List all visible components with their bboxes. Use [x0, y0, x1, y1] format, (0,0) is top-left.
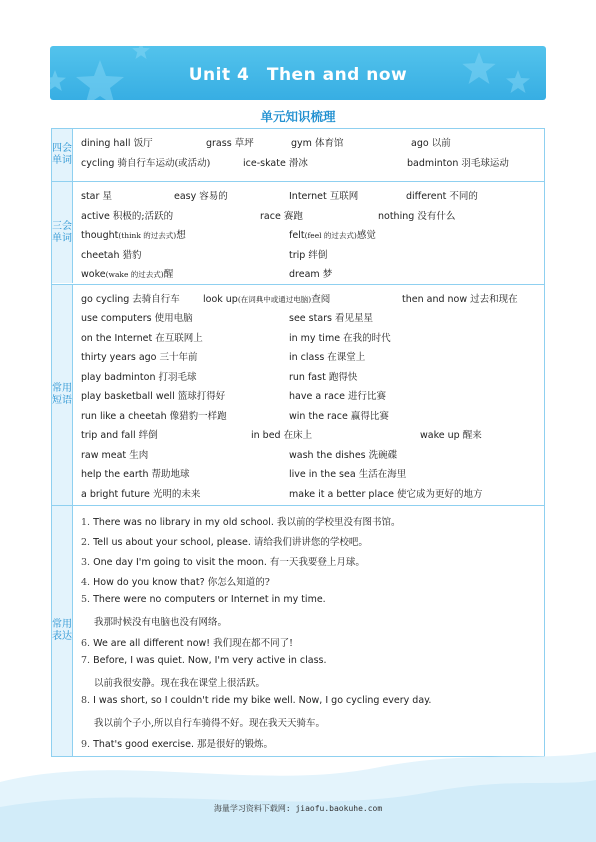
list-item: on the Internet 在互联网上 in my time 在我的时代 — [81, 332, 391, 344]
unit-title: Unit 4 Then and now — [188, 65, 408, 85]
list-item: 5. There were no computers or Internet in my time. — [81, 594, 326, 606]
section-four-skill-words — [52, 129, 544, 182]
list-item: trip and fall 绊倒 in bed 在床上 wake up 醒来 — [81, 430, 482, 441]
list-item: help the earth 帮助地球 live in the sea 生活在海里 — [81, 469, 407, 480]
list-item: dining hall 饭厅 grass 草坪 gym 体育馆 ago 以前 — [81, 138, 451, 149]
footer-source: 海量学习资料下载网: jiaofu.baokuhe.com — [213, 804, 383, 813]
unit-banner — [50, 46, 546, 100]
list-item: woke(wake 的过去式)醒 dream 梦 — [81, 269, 333, 280]
section-title: 单元知识梳理 — [260, 109, 336, 124]
list-item: cheetah 猎豹 trip 绊倒 — [81, 249, 328, 261]
star-decoration-icon — [132, 46, 150, 59]
list-item: go cycling 去骑自行车 look up(在词典中或通过电脑)查阅 then and now 过去和现在 — [81, 293, 518, 305]
list-item: raw meat 生肉 wash the dishes 洗碗碟 — [81, 449, 398, 461]
list-item: thirty years ago 三十年前 in class 在课堂上 — [81, 352, 366, 363]
section-three-skill-words — [52, 182, 544, 285]
list-item: 2. Tell us about your school, please. 请给我们讲讲您的学校吧。 — [81, 536, 368, 548]
list-item: use computers 使用电脑 see stars 看见星星 — [81, 313, 374, 324]
list-item: 4. How do you know that? 你怎么知道的? — [81, 577, 270, 589]
section-label: 四会单词 — [52, 129, 73, 181]
section-label: 常用表达 — [52, 506, 73, 756]
section-common-expressions — [52, 506, 544, 756]
section-label: 三会单词 — [52, 182, 73, 283]
list-item: cycling 骑自行车运动(或活动) ice-skate 滑冰 badminton 羽毛球运动 — [81, 157, 509, 169]
list-item: run like a cheetah 像猎豹一样跑 win the race 赢得比赛 — [81, 410, 389, 422]
list-item: 9. That's good exercise. 那是很好的锻炼。 — [81, 738, 274, 750]
list-item: 8. I was short, so I couldn't ride my bike well. Now, I go cycling every day. — [81, 695, 432, 707]
list-item: 1. There was no library in my old school. 我以前的学校里没有图书馆。 — [81, 516, 401, 528]
wave-decoration — [0, 722, 596, 842]
knowledge-table — [51, 128, 545, 757]
list-item: play badminton 打羽毛球 run fast 跑得快 — [81, 371, 358, 383]
list-item: play basketball well 篮球打得好 have a race 进行比赛 — [81, 391, 387, 402]
list-item: a bright future 光明的未来 make it a better place 使它成为更好的地方 — [81, 488, 483, 500]
list-item-translation: 以前我很安静。现在我在课堂上很活跃。 — [94, 678, 266, 689]
list-item: 7. Before, I was quiet. Now, I'm very active in class. — [81, 654, 327, 666]
list-item: 3. One day I'm going to visit the moon. 有一天我要登上月球。 — [81, 556, 365, 568]
list-item-translation: 我以前个子小,所以自行车骑得不好。现在我天天骑车。 — [94, 718, 326, 730]
list-item: thought(think 的过去式)想 felt(feel 的过去式)感觉 — [81, 230, 376, 241]
section-common-phrases — [52, 285, 544, 506]
list-item: 6. We are all different now! 我们现在都不同了! — [81, 637, 293, 649]
list-item: star 星 easy 容易的 Internet 互联网 different 不同的 — [81, 191, 478, 202]
list-item: active 积极的;活跃的 race 赛跑 nothing 没有什么 — [81, 210, 456, 222]
section-label: 常用短语 — [52, 285, 73, 505]
list-item-translation: 我那时候没有电脑也没有网络。 — [94, 617, 228, 629]
